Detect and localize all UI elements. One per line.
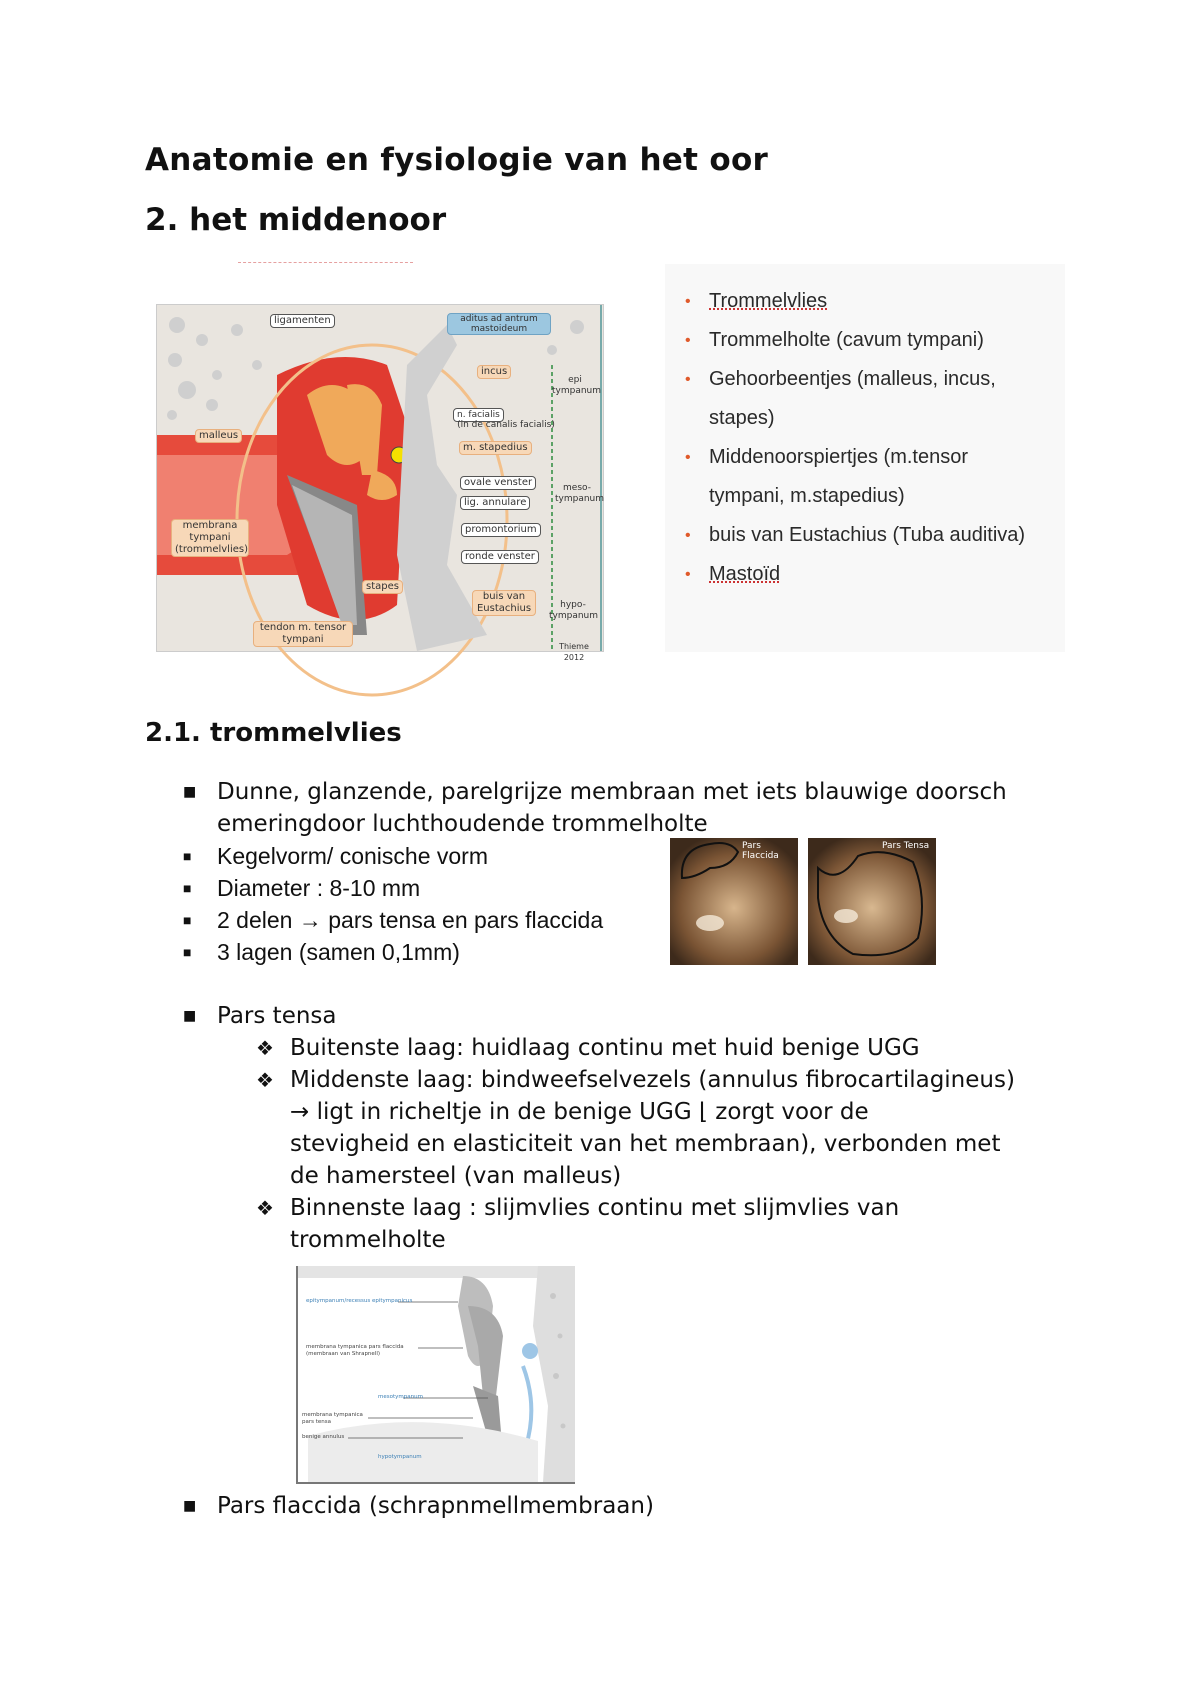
list-item: • Mastoïd	[683, 555, 1065, 594]
photo-caption: Pars Flaccida	[742, 841, 779, 861]
label-tendon: tendon m. tensor tympani	[253, 621, 353, 647]
figure-credit: Thieme 2012	[559, 642, 589, 662]
fig3-label: mesotympanum	[378, 1394, 423, 1400]
list-item: • Gehoorbeentjes (malleus, incus,	[683, 360, 1065, 399]
tympanic-cavity-diagram	[296, 1266, 575, 1484]
page-title: Anatomie en fysiologie van het oor	[145, 142, 769, 178]
list-item: • Trommelvlies	[683, 282, 1065, 321]
label-hypotympanum: hypo- tympanum	[549, 600, 599, 621]
section-heading: 2. het middenoor	[145, 202, 447, 238]
bullet-dot-icon: •	[685, 293, 691, 310]
list-item-continuation: stapes)	[709, 407, 775, 429]
fig3-label: (membraan van Shrapnell)	[306, 1351, 381, 1357]
bullet-dot-icon: •	[685, 527, 691, 544]
label-ovale: ovale venster	[460, 476, 536, 490]
fig3-label: hypotympanum	[378, 1454, 422, 1460]
divider	[238, 262, 413, 263]
label-ronde: ronde venster	[461, 550, 539, 564]
label-stapes: stapes	[362, 580, 403, 594]
list-item-continuation: tympani, m.stapedius)	[709, 485, 905, 507]
square-bullet-icon: ■	[183, 784, 197, 800]
label-annulare: lig. annulare	[460, 496, 530, 510]
square-bullet-icon: ■	[183, 880, 192, 896]
bullet-dot-icon: •	[685, 566, 691, 583]
label-buis: buis van Eustachius	[472, 590, 536, 616]
eardrum-photo-flaccida	[670, 838, 798, 965]
label-mesotympanum: meso- tympanum	[555, 483, 605, 504]
bullet-dot-icon: •	[685, 449, 691, 466]
square-bullet-icon: ■	[183, 1008, 197, 1024]
square-bullet-icon: ■	[183, 912, 192, 928]
diamond-bullet-icon: ❖	[256, 1036, 274, 1060]
label-epitympanum: epi tympanum	[552, 375, 602, 396]
subsection-heading: 2.1. trommelvlies	[145, 718, 402, 748]
label-aditus: aditus ad antrum mastoideum	[447, 313, 551, 335]
square-bullet-icon: ■	[183, 944, 192, 960]
photo-caption: Pars Tensa	[882, 841, 930, 851]
diamond-bullet-icon: ❖	[256, 1196, 274, 1220]
square-bullet-icon: ■	[183, 848, 192, 864]
list-item: • buis van Eustachius (Tuba auditiva)	[683, 516, 1065, 555]
label-incus: incus	[477, 365, 511, 379]
fig3-label: pars tensa	[302, 1419, 331, 1425]
label-malleus: malleus	[195, 429, 242, 443]
label-stapedius: m. stapedius	[459, 441, 532, 455]
bullet-dot-icon: •	[685, 371, 691, 388]
label-membrana: membrana tympani (trommelvlies)	[171, 519, 249, 557]
label-canalis: (in de canalis facialis)	[457, 420, 555, 430]
fig3-label: epitympanum/recessus epitympanicus	[306, 1298, 413, 1304]
diamond-bullet-icon: ❖	[256, 1068, 274, 1092]
label-promontorium: promontorium	[461, 523, 541, 537]
middle-ear-diagram	[156, 304, 605, 662]
middle-ear-parts-list	[665, 264, 1065, 652]
list-item: • Middenoorspiertjes (m.tensor	[683, 438, 1065, 477]
fig3-label: membrana tympanica pars flaccida	[306, 1344, 404, 1350]
eardrum-photo-tensa	[808, 838, 936, 965]
fig3-label: membrana tympanica	[302, 1412, 363, 1418]
list-item: • Trommelholte (cavum tympani)	[683, 321, 1065, 360]
bullet-dot-icon: •	[685, 332, 691, 349]
label-ligamenten: ligamenten	[270, 314, 335, 328]
fig3-label: benige annulus	[302, 1434, 345, 1440]
square-bullet-icon: ■	[183, 1498, 197, 1514]
middle-ear-illustration	[157, 305, 603, 651]
label-n-facialis: n. facialis	[453, 408, 504, 422]
